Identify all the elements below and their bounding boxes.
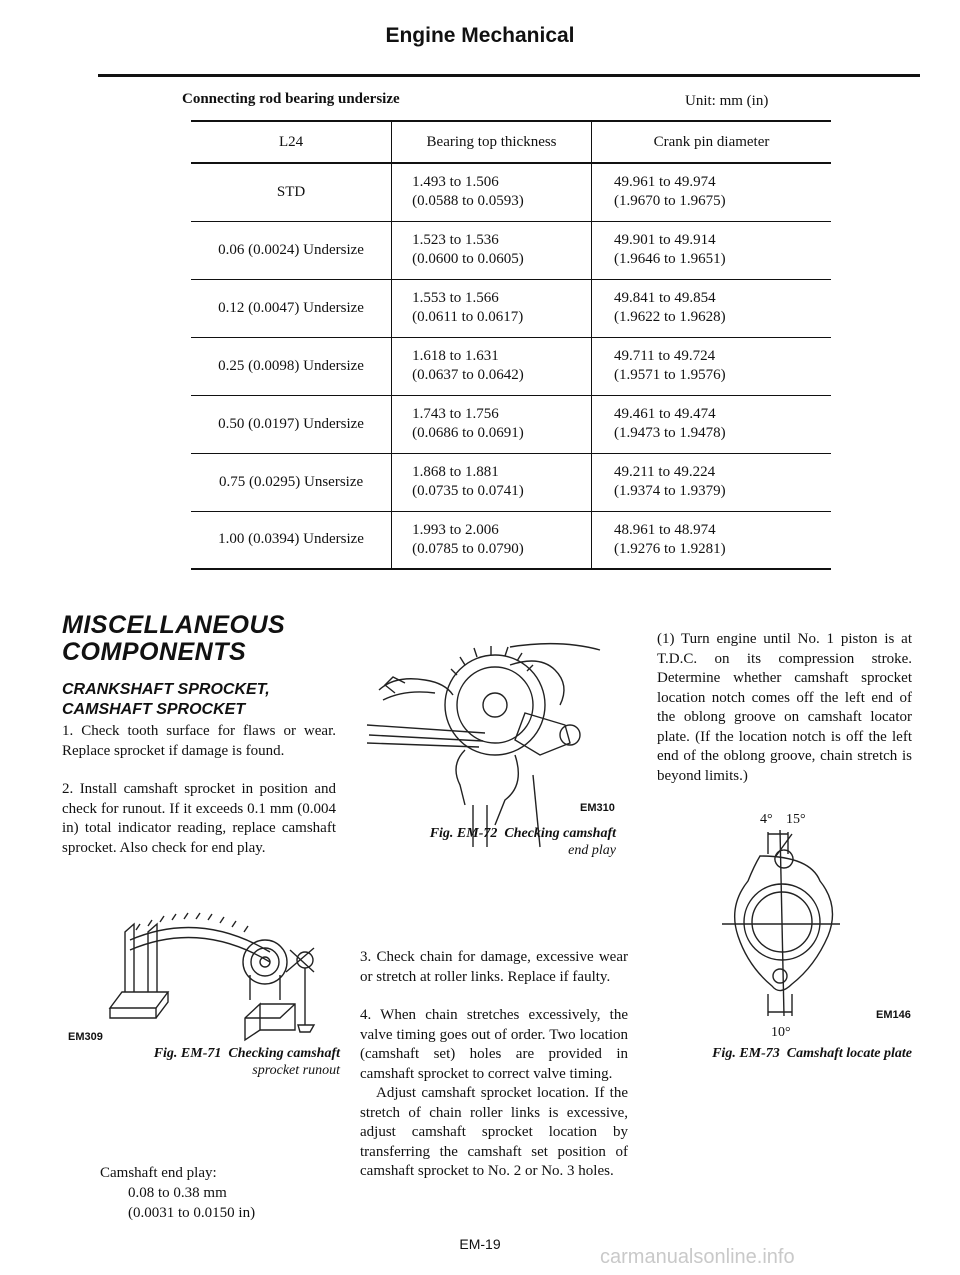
cell-grade: 0.06 (0.0024) Undersize <box>191 221 392 279</box>
figure-caption-line: sprocket runout <box>252 1063 340 1078</box>
step-4-adjust-text: Adjust camshaft sprocket location. If the stretch of chain roller links is excessive, adjust camshaft sprocket location by transferring the camshaft set position of camshaft sprocket to No. 2 or No. 3 holes. <box>360 1085 628 1179</box>
cell-thickness: 1.493 to 1.506 (0.0588 to 0.0593) <box>392 163 592 221</box>
table-row <box>191 337 831 395</box>
figure-number: Fig. EM-71 <box>153 1046 222 1061</box>
end-play-label: Camshaft end play: <box>100 1165 217 1181</box>
step-1-text: 1. Check tooth surface for flaws or wear. Replace sprocket if damage is found. <box>62 723 336 759</box>
step-2-text: 2. Install camshaft sprocket in position and check for runout. If it exceeds 0.1 mm (0.004 in) total indicator reading, replace camshaft sprocket. Also check for end play. <box>62 781 336 856</box>
cell-pin-diameter: 49.461 to 49.474 (1.9473 to 1.9478) <box>591 395 831 453</box>
angle-label-10: 10° <box>771 1025 791 1040</box>
watermark: carmanualsonline.info <box>600 1246 795 1268</box>
figure-caption <box>660 1045 912 1062</box>
cell-pin-diameter: 48.961 to 48.974 (1.9276 to 1.9281) <box>591 511 831 569</box>
cell-pin-diameter: 49.901 to 49.914 (1.9646 to 1.9651) <box>591 221 831 279</box>
table-row <box>191 221 831 279</box>
step-4-text: 4. When chain stretches excessively, the valve timing goes out of order. Two location (camshaft set) holes are provided in camshaft sprocket to correct valve timing. <box>360 1007 628 1082</box>
cell-thickness: 1.993 to 2.006 (0.0785 to 0.0790) <box>392 511 592 569</box>
cell-thickness: 1.523 to 1.536 (0.0600 to 0.0605) <box>392 221 592 279</box>
cell-grade: 1.00 (0.0394) Undersize <box>191 511 392 569</box>
section-title-line: MISCELLANEOUS <box>62 611 286 639</box>
figure-caption <box>380 825 616 859</box>
cell-thickness: 1.553 to 1.566 (0.0611 to 0.0617) <box>392 279 592 337</box>
camshaft-end-play-illustration <box>365 625 615 850</box>
end-play-value-mm: 0.08 to 0.38 mm <box>128 1185 227 1201</box>
table-unit: Unit: mm (in) <box>685 93 769 109</box>
camshaft-locate-plate-diagram <box>720 826 870 1031</box>
angle-label-4: 4° <box>760 812 773 827</box>
column-header-thickness: Bearing top thickness <box>392 121 592 163</box>
table-row <box>191 511 831 569</box>
figure-caption-line: Camshaft locate plate <box>786 1046 912 1061</box>
cell-grade: 0.25 (0.0098) Undersize <box>191 337 392 395</box>
table-row <box>191 163 831 221</box>
figure-number: Fig. EM-73 <box>712 1046 780 1061</box>
cell-pin-diameter: 49.711 to 49.724 (1.9571 to 1.9576) <box>591 337 831 395</box>
subsection-title-line: CAMSHAFT SPROCKET <box>62 701 246 718</box>
page-header: Engine Mechanical <box>385 24 575 47</box>
header-rule <box>98 74 920 77</box>
section-title-line: COMPONENTS <box>62 638 247 666</box>
cell-thickness: 1.618 to 1.631 (0.0637 to 0.0642) <box>392 337 592 395</box>
cell-grade: 0.12 (0.0047) Undersize <box>191 279 392 337</box>
cell-pin-diameter: 49.961 to 49.974 (1.9670 to 1.9675) <box>591 163 831 221</box>
end-play-value-in: (0.0031 to 0.0150 in) <box>128 1205 256 1221</box>
figure-caption <box>100 1045 340 1079</box>
cell-pin-diameter: 49.841 to 49.854 (1.9622 to 1.9628) <box>591 279 831 337</box>
bearing-undersize-table <box>191 120 831 570</box>
subsection-title-line: CRANKSHAFT SPROCKET, <box>62 681 270 698</box>
cell-pin-diameter: 49.211 to 49.224 (1.9374 to 1.9379) <box>591 453 831 511</box>
figure-caption-line: end play <box>568 843 616 858</box>
figure-id: EM309 <box>68 1031 103 1043</box>
table-row <box>191 453 831 511</box>
section-title <box>62 612 322 666</box>
page-number: EM-19 <box>459 1236 501 1252</box>
figure-id: EM310 <box>580 802 615 814</box>
figure-caption-line: Checking camshaft <box>228 1046 340 1061</box>
figure-id: EM146 <box>876 1009 911 1021</box>
table-row <box>191 279 831 337</box>
table-row <box>191 395 831 453</box>
figure-number: Fig. EM-72 <box>429 826 498 841</box>
table-header-row <box>191 121 831 163</box>
cell-grade: 0.75 (0.0295) Unsersize <box>191 453 392 511</box>
angle-label-15: 15° <box>786 812 806 827</box>
table-title: Connecting rod bearing undersize <box>182 91 400 107</box>
subsection-title <box>62 680 332 720</box>
step-3-text: 3. Check chain for damage, excessive wear or stretch at roller links. Replace if faulty. <box>360 949 628 985</box>
column-header-grade: L24 <box>191 121 392 163</box>
cell-grade: 0.50 (0.0197) Undersize <box>191 395 392 453</box>
substep-1-text: (1) Turn engine until No. 1 piston is at T.D.C. on its compression stroke. Determine whether camshaft sprocket location notch comes off the left end of the oblong groove on camshaft locator plate. (If the location notch is off the left end of the oblong groove, chain stretch is beyond limits.) <box>657 631 912 784</box>
cell-thickness: 1.743 to 1.756 (0.0686 to 0.0691) <box>392 395 592 453</box>
camshaft-runout-illustration <box>100 900 330 1050</box>
cell-grade: STD <box>191 163 392 221</box>
figure-caption-line: Checking camshaft <box>504 826 616 841</box>
cell-thickness: 1.868 to 1.881 (0.0735 to 0.0741) <box>392 453 592 511</box>
column-header-pin-diameter: Crank pin diameter <box>591 121 831 163</box>
